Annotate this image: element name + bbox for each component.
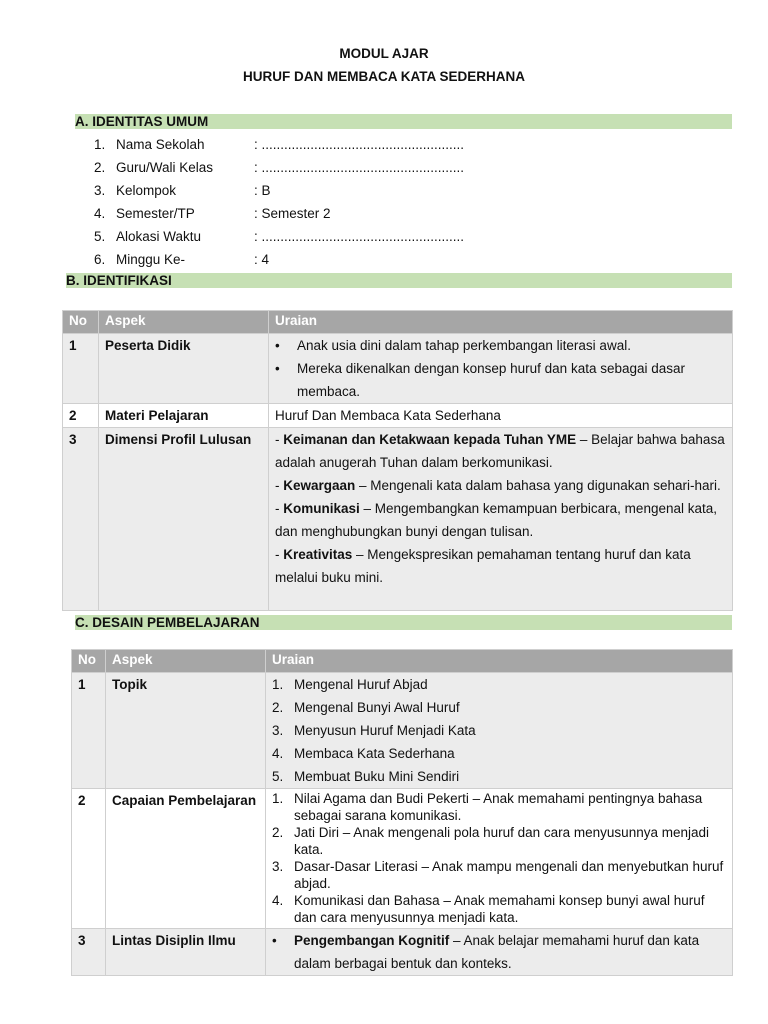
list-item: 3. Menyusun Huruf Menjadi Kata <box>272 723 476 738</box>
identity-item: 5. Alokasi Waktu : ...................................................... <box>94 229 465 244</box>
list-item: 2. Mengenal Bunyi Awal Huruf <box>272 700 460 715</box>
list-item: 1. Nilai Agama dan Budi Pekerti – Anak memahami pentingnya bahasa sebagai sarana komunikasi. <box>272 791 703 823</box>
table-row <box>63 428 733 611</box>
identity-list <box>94 136 464 274</box>
col-header-uraian: Uraian <box>266 650 733 673</box>
topik-list <box>272 673 726 788</box>
identification-table <box>62 310 733 611</box>
col-header-aspek: Aspek <box>99 311 269 334</box>
section-a-label: A. IDENTITAS UMUM <box>75 114 209 129</box>
list-item: • Mereka dikenalkan dengan konsep huruf dan kata sebagai dasar membaca. <box>275 361 686 399</box>
list-item: 5. Membuat Buku Mini Sendiri <box>272 769 460 784</box>
list-item: 4. Membaca Kata Sederhana <box>272 746 455 761</box>
list-item: - Keimanan dan Ketakwaan kepada Tuhan YME – Belajar bahwa bahasa adalah anugerah Tuhan dalam berkomunikasi. <box>275 432 725 470</box>
row-aspek: Lintas Disiplin Ilmu <box>106 929 266 976</box>
list-item: • Pengembangan Kognitif – Anak belajar memahami huruf dan kata dalam berbagai bentuk dan konteks. <box>272 933 700 971</box>
row-aspek: Capaian Pembelajaran <box>106 789 266 929</box>
col-header-aspek: Aspek <box>106 650 266 673</box>
section-b-heading <box>66 273 732 288</box>
identity-item: 1. Nama Sekolah : ...................................................... <box>94 137 465 152</box>
row-no: 2 <box>72 789 106 929</box>
row-uraian: Huruf Dan Membaca Kata Sederhana <box>269 404 733 428</box>
col-header-uraian: Uraian <box>269 311 733 334</box>
row-no: 3 <box>72 929 106 976</box>
list-item: - Kewargaan – Mengenali kata dalam bahasa yang digunakan sehari-hari. <box>275 478 721 493</box>
capaian-list <box>272 790 726 926</box>
section-c-label: C. DESAIN PEMBELAJARAN <box>75 615 260 630</box>
row-no: 3 <box>63 428 99 611</box>
identity-item: 6. Minggu Ke- : 4 <box>94 252 270 267</box>
row-no: 1 <box>72 673 106 789</box>
list-item: 4. Komunikasi dan Bahasa – Anak memahami konsep bunyi awal huruf dan cara menyusunnya menjadi kata. <box>272 893 705 925</box>
lintas-disiplin-list <box>272 929 726 975</box>
row-aspek: Materi Pelajaran <box>99 404 269 428</box>
row-aspek: Dimensi Profil Lulusan <box>99 428 269 611</box>
row-aspek: Topik <box>106 673 266 789</box>
list-item: 1. Mengenal Huruf Abjad <box>272 677 428 692</box>
row-no: 1 <box>63 334 99 404</box>
list-item: • Anak usia dini dalam tahap perkembangan literasi awal. <box>275 338 631 353</box>
table-row <box>63 404 733 428</box>
list-item: 2. Jati Diri – Anak mengenali pola huruf dan cara menyusunnya menjadi kata. <box>272 825 709 857</box>
peserta-didik-list <box>275 334 726 403</box>
document-title: MODUL AJAR <box>339 46 429 61</box>
row-aspek: Peserta Didik <box>99 334 269 404</box>
row-no: 2 <box>63 404 99 428</box>
section-b-label: B. IDENTIFIKASI <box>66 273 172 288</box>
table-row <box>72 673 733 789</box>
table-row <box>63 334 733 404</box>
identity-item: 3. Kelompok : B <box>94 183 271 198</box>
section-c-heading <box>75 615 732 630</box>
section-a-heading <box>75 114 732 129</box>
table-row <box>72 929 733 976</box>
identity-item: 2. Guru/Wali Kelas : ...................................................... <box>94 160 465 175</box>
list-item: 3. Dasar-Dasar Literasi – Anak mampu mengenali dan menyebutkan huruf abjad. <box>272 859 724 891</box>
col-header-no: No <box>63 311 99 334</box>
document-subtitle: HURUF DAN MEMBACA KATA SEDERHANA <box>243 69 525 84</box>
dimensi-profil-list <box>269 428 733 611</box>
design-table <box>71 649 733 976</box>
table-row <box>72 789 733 929</box>
list-item: - Kreativitas – Mengekspresikan pemahaman tentang huruf dan kata melalui buku mini. <box>275 547 691 585</box>
list-item: - Komunikasi – Mengembangkan kemampuan berbicara, mengenal kata, dan menghubungkan bunyi dengan tulisan. <box>275 501 717 539</box>
identity-item: 4. Semester/TP : Semester 2 <box>94 206 331 221</box>
col-header-no: No <box>72 650 106 673</box>
